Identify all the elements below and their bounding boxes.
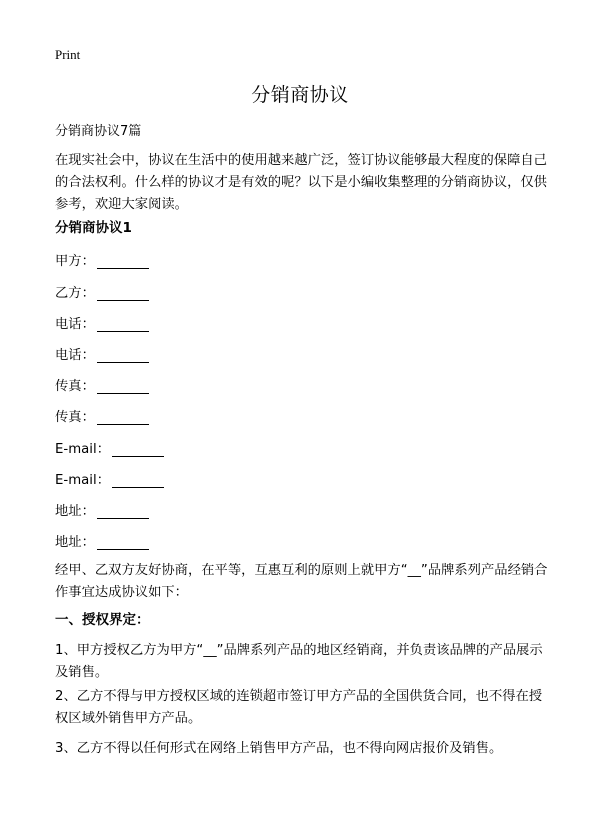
section-heading-agreement-1: 分销商协议1	[55, 220, 132, 236]
field-label: 地址：	[55, 504, 95, 519]
field-label: 电话：	[55, 348, 95, 363]
print-link[interactable]: Print	[55, 47, 81, 62]
agreement-paragraph: 经甲、乙双方友好协商，在平等，互惠互利的原则上就甲方“__”品牌系列产品经销合作事宜达成协议如下：	[55, 563, 548, 600]
field-label: 甲方：	[55, 254, 95, 269]
field-label: E-mail：	[55, 473, 110, 488]
blank-line	[97, 534, 149, 550]
field-label: 地址：	[55, 535, 95, 550]
blank-line	[97, 347, 149, 363]
field-label: E-mail：	[55, 442, 110, 457]
field-label: 传真：	[55, 379, 95, 394]
blank-line	[97, 503, 149, 519]
field-address-a	[55, 500, 149, 519]
clause-2: 2、乙方不得与甲方授权区域的连锁超市签订甲方产品的全国供货合同，也不得在授权区域外销售甲方产品。	[55, 689, 543, 726]
blank-line	[97, 316, 149, 332]
intro-paragraph: 在现实社会中，协议在生活中的使用越来越广泛，签订协议能够最大程度的保障自己的合法权利。什么样的协议才是有效的呢？以下是小编收集整理的分销商协议，仅供参考，欢迎大家阅读。	[55, 153, 547, 212]
clause-1: 1、甲方授权乙方为甲方“__”品牌系列产品的地区经销商，并负责该品牌的产品展示及销售。	[55, 643, 543, 680]
blank-line	[97, 409, 149, 425]
field-fax-b	[55, 406, 149, 425]
field-email-a	[55, 438, 164, 457]
field-email-b	[55, 469, 164, 488]
field-phone-a	[55, 313, 149, 332]
field-party-b	[55, 282, 149, 301]
field-label: 电话：	[55, 317, 95, 332]
field-party-a	[55, 250, 149, 269]
blank-line	[97, 378, 149, 394]
field-label: 乙方：	[55, 286, 95, 301]
field-address-b	[55, 531, 149, 550]
field-phone-b	[55, 344, 149, 363]
blank-line	[97, 285, 149, 301]
clause-3: 3、乙方不得以任何形式在网络上销售甲方产品，也不得向网店报价及销售。	[55, 741, 503, 756]
blank-line	[97, 253, 149, 269]
blank-line	[112, 472, 164, 488]
section-heading-authorization: 一、授权界定：	[55, 612, 150, 628]
document-title: 分销商协议	[251, 84, 349, 106]
blank-line	[112, 441, 164, 457]
field-label: 传真：	[55, 410, 95, 425]
field-fax-a	[55, 375, 149, 394]
document-subtitle: 分销商协议7篇	[55, 124, 142, 139]
